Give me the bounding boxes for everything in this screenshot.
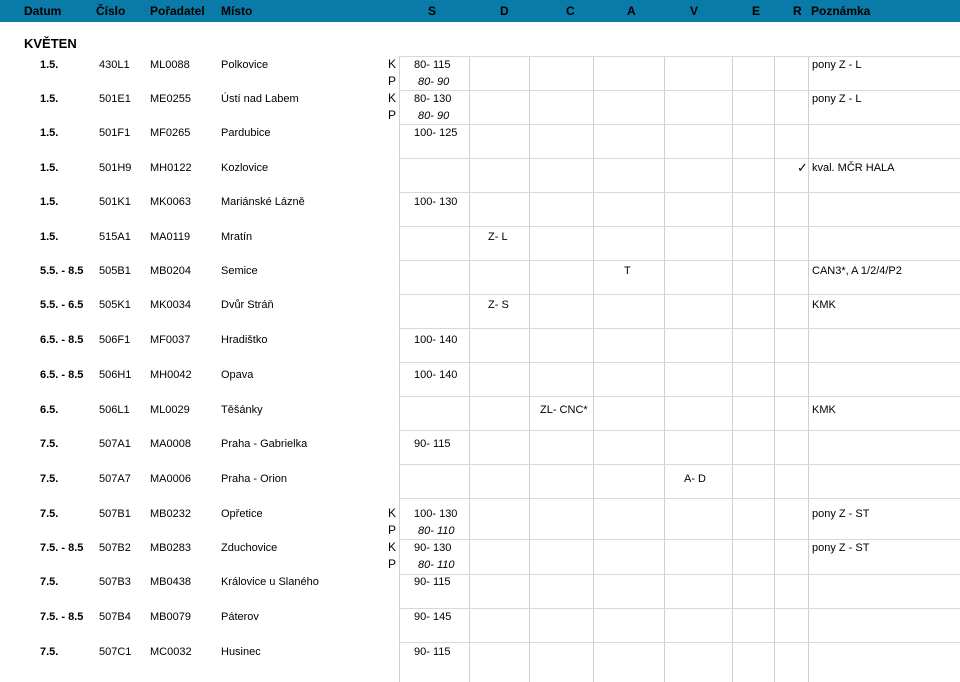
grid-row-line xyxy=(399,90,960,91)
grid-row-line xyxy=(399,260,960,261)
header-poznamka: Poznámka xyxy=(811,4,871,18)
row-kp-marker: K xyxy=(388,57,397,71)
row-poradatel: MB0204 xyxy=(150,265,191,277)
row-date: 6.5. - 8.5 xyxy=(40,369,84,381)
row-poradatel: MA0119 xyxy=(150,231,191,243)
row-note: kval. MČR HALA xyxy=(812,162,895,174)
row-cislo: 507C1 xyxy=(99,646,132,658)
grid-row-line xyxy=(399,608,960,609)
row-cislo: 507A7 xyxy=(99,473,131,485)
row-poradatel: MC0032 xyxy=(150,646,192,658)
row-col-a: T xyxy=(624,265,631,277)
row-cislo: 515A1 xyxy=(99,231,131,243)
table-header xyxy=(0,0,960,22)
row-misto: Polkovice xyxy=(221,59,269,71)
row-cislo: 501H9 xyxy=(99,162,132,174)
grid-row-line xyxy=(399,430,960,431)
grid-row-line xyxy=(399,56,960,57)
row-cislo: 507B1 xyxy=(99,508,131,520)
row-misto: Praha - Gabrielka xyxy=(221,438,308,450)
row-misto: Královice u Slaného xyxy=(221,576,319,588)
header-r: R xyxy=(793,4,802,18)
grid-column-line xyxy=(664,56,665,682)
grid-column-line xyxy=(774,56,775,682)
grid-row-line xyxy=(399,124,960,125)
grid-row-line xyxy=(399,539,960,540)
row-poradatel: MH0042 xyxy=(150,369,192,381)
row-poradatel: ME0255 xyxy=(150,93,191,105)
row-note: pony Z - ST xyxy=(812,508,870,520)
row-date: 7.5. - 8.5 xyxy=(40,611,84,623)
row-kp-marker: K xyxy=(388,540,397,554)
row-sub-kp-marker: P xyxy=(388,74,397,88)
grid-row-line xyxy=(399,498,960,499)
row-sub-col-s: 80- 110 xyxy=(418,525,455,537)
row-cislo: 507B3 xyxy=(99,576,131,588)
grid-row-line xyxy=(399,192,960,193)
row-date: 7.5. xyxy=(40,646,59,658)
row-misto: Hradištko xyxy=(221,334,268,346)
row-poradatel: MF0037 xyxy=(150,334,191,346)
row-misto: Mratín xyxy=(221,231,253,243)
header-misto: Místo xyxy=(221,4,253,18)
row-col-s: 90- 115 xyxy=(414,576,451,588)
row-col-d: Z- L xyxy=(488,231,508,243)
grid-row-line xyxy=(399,642,960,643)
row-poradatel: ML0088 xyxy=(150,59,190,71)
row-poradatel: MF0265 xyxy=(150,127,191,139)
row-note: pony Z - L xyxy=(812,93,862,105)
row-col-d: Z- S xyxy=(488,299,509,311)
row-poradatel: MB0232 xyxy=(150,508,191,520)
grid-row-line xyxy=(399,362,960,363)
row-misto: Zduchovice xyxy=(221,542,278,554)
row-cislo: 507A1 xyxy=(99,438,131,450)
row-note: KMK xyxy=(812,299,836,311)
header-cislo: Číslo xyxy=(96,4,126,18)
row-poradatel: MB0438 xyxy=(150,576,191,588)
row-poradatel: MA0008 xyxy=(150,438,191,450)
header-v: V xyxy=(690,4,699,18)
row-col-s: 90- 130 xyxy=(414,542,452,554)
row-col-s: 90- 145 xyxy=(414,611,452,623)
header-s: S xyxy=(428,4,437,18)
row-cislo: 506F1 xyxy=(99,334,131,346)
header-c: C xyxy=(566,4,575,18)
row-misto: Dvůr Stráň xyxy=(221,299,274,311)
row-note: pony Z - L xyxy=(812,59,862,71)
row-date: 7.5. - 8.5 xyxy=(40,542,84,554)
row-date: 6.5. xyxy=(40,404,59,416)
row-date: 1.5. xyxy=(40,162,59,174)
row-misto: Husinec xyxy=(221,646,261,658)
row-poradatel: ML0029 xyxy=(150,404,190,416)
row-sub-col-s: 80- 90 xyxy=(418,76,450,88)
row-cislo: 507B2 xyxy=(99,542,131,554)
grid-row-line xyxy=(399,328,960,329)
row-misto: Kozlovice xyxy=(221,162,269,174)
row-cislo: 430L1 xyxy=(99,59,130,71)
row-note: KMK xyxy=(812,404,836,416)
row-poradatel: MB0283 xyxy=(150,542,191,554)
grid-column-line xyxy=(593,56,594,682)
grid-column-line xyxy=(399,56,400,682)
row-misto: Pardubice xyxy=(221,127,271,139)
row-col-s: 90- 115 xyxy=(414,646,451,658)
row-poradatel: MK0034 xyxy=(150,299,191,311)
row-misto: Těšánky xyxy=(221,404,263,416)
grid-row-line xyxy=(399,396,960,397)
header-datum: Datum xyxy=(24,4,62,18)
row-col-s: 100- 140 xyxy=(414,369,458,381)
row-cislo: 501E1 xyxy=(99,93,131,105)
row-cislo: 507B4 xyxy=(99,611,131,623)
row-misto: Ústí nad Labem xyxy=(221,93,299,105)
row-misto: Praha - Orion xyxy=(221,473,288,485)
row-note: CAN3*, A 1/2/4/P2 xyxy=(812,265,902,277)
grid-row-line xyxy=(399,294,960,295)
row-date: 5.5. - 6.5 xyxy=(40,299,84,311)
row-cislo: 501F1 xyxy=(99,127,131,139)
row-poradatel: MB0079 xyxy=(150,611,191,623)
row-kp-marker: K xyxy=(388,506,397,520)
section-title: KVĚTEN xyxy=(24,36,77,51)
row-date: 1.5. xyxy=(40,59,59,71)
row-misto: Opřetice xyxy=(221,508,263,520)
row-col-c: ZL- CNC* xyxy=(540,404,588,416)
row-misto: Semice xyxy=(221,265,258,277)
grid-row-line xyxy=(399,574,960,575)
row-cislo: 506L1 xyxy=(99,404,130,416)
header-a: A xyxy=(627,4,636,18)
header-d: D xyxy=(500,4,509,18)
row-date: 7.5. xyxy=(40,473,59,485)
row-poradatel: MK0063 xyxy=(150,196,191,208)
row-col-v: A- D xyxy=(684,473,706,485)
grid-column-line xyxy=(529,56,530,682)
row-misto: Páterov xyxy=(221,611,259,623)
row-note: pony Z - ST xyxy=(812,542,870,554)
row-sub-col-s: 80- 110 xyxy=(418,559,455,571)
row-date: 1.5. xyxy=(40,196,59,208)
row-poradatel: MA0006 xyxy=(150,473,191,485)
row-col-s: 100- 130 xyxy=(414,196,458,208)
row-misto: Opava xyxy=(221,369,254,381)
row-col-s: 100- 125 xyxy=(414,127,458,139)
row-poradatel: MH0122 xyxy=(150,162,192,174)
grid-column-line xyxy=(469,56,470,682)
row-date: 7.5. xyxy=(40,508,59,520)
row-col-s: 80- 115 xyxy=(414,59,451,71)
row-col-s: 90- 115 xyxy=(414,438,451,450)
row-date: 1.5. xyxy=(40,127,59,139)
row-date: 7.5. xyxy=(40,438,59,450)
row-cislo: 505K1 xyxy=(99,299,131,311)
grid-column-line xyxy=(732,56,733,682)
header-e: E xyxy=(752,4,761,18)
row-date: 6.5. - 8.5 xyxy=(40,334,84,346)
row-kp-marker: K xyxy=(388,91,397,105)
row-cislo: 501K1 xyxy=(99,196,131,208)
row-sub-col-s: 80- 90 xyxy=(418,110,450,122)
row-sub-kp-marker: P xyxy=(388,557,397,571)
row-col-s: 100- 140 xyxy=(414,334,458,346)
row-cislo: 505B1 xyxy=(99,265,131,277)
row-col-s: 100- 130 xyxy=(414,508,458,520)
row-date: 5.5. - 8.5 xyxy=(40,265,84,277)
grid-row-line xyxy=(399,226,960,227)
row-date: 7.5. xyxy=(40,576,59,588)
row-date: 1.5. xyxy=(40,93,59,105)
row-date: 1.5. xyxy=(40,231,59,243)
header-poradatel: Pořadatel xyxy=(150,4,205,18)
row-sub-kp-marker: P xyxy=(388,523,397,537)
grid-column-line xyxy=(808,56,809,682)
grid-row-line xyxy=(399,158,960,159)
row-sub-kp-marker: P xyxy=(388,108,397,122)
checkmark-icon: ✓ xyxy=(797,160,808,175)
row-misto: Mariánské Lázně xyxy=(221,196,305,208)
row-cislo: 506H1 xyxy=(99,369,132,381)
grid-row-line xyxy=(399,464,960,465)
row-col-s: 80- 130 xyxy=(414,93,452,105)
